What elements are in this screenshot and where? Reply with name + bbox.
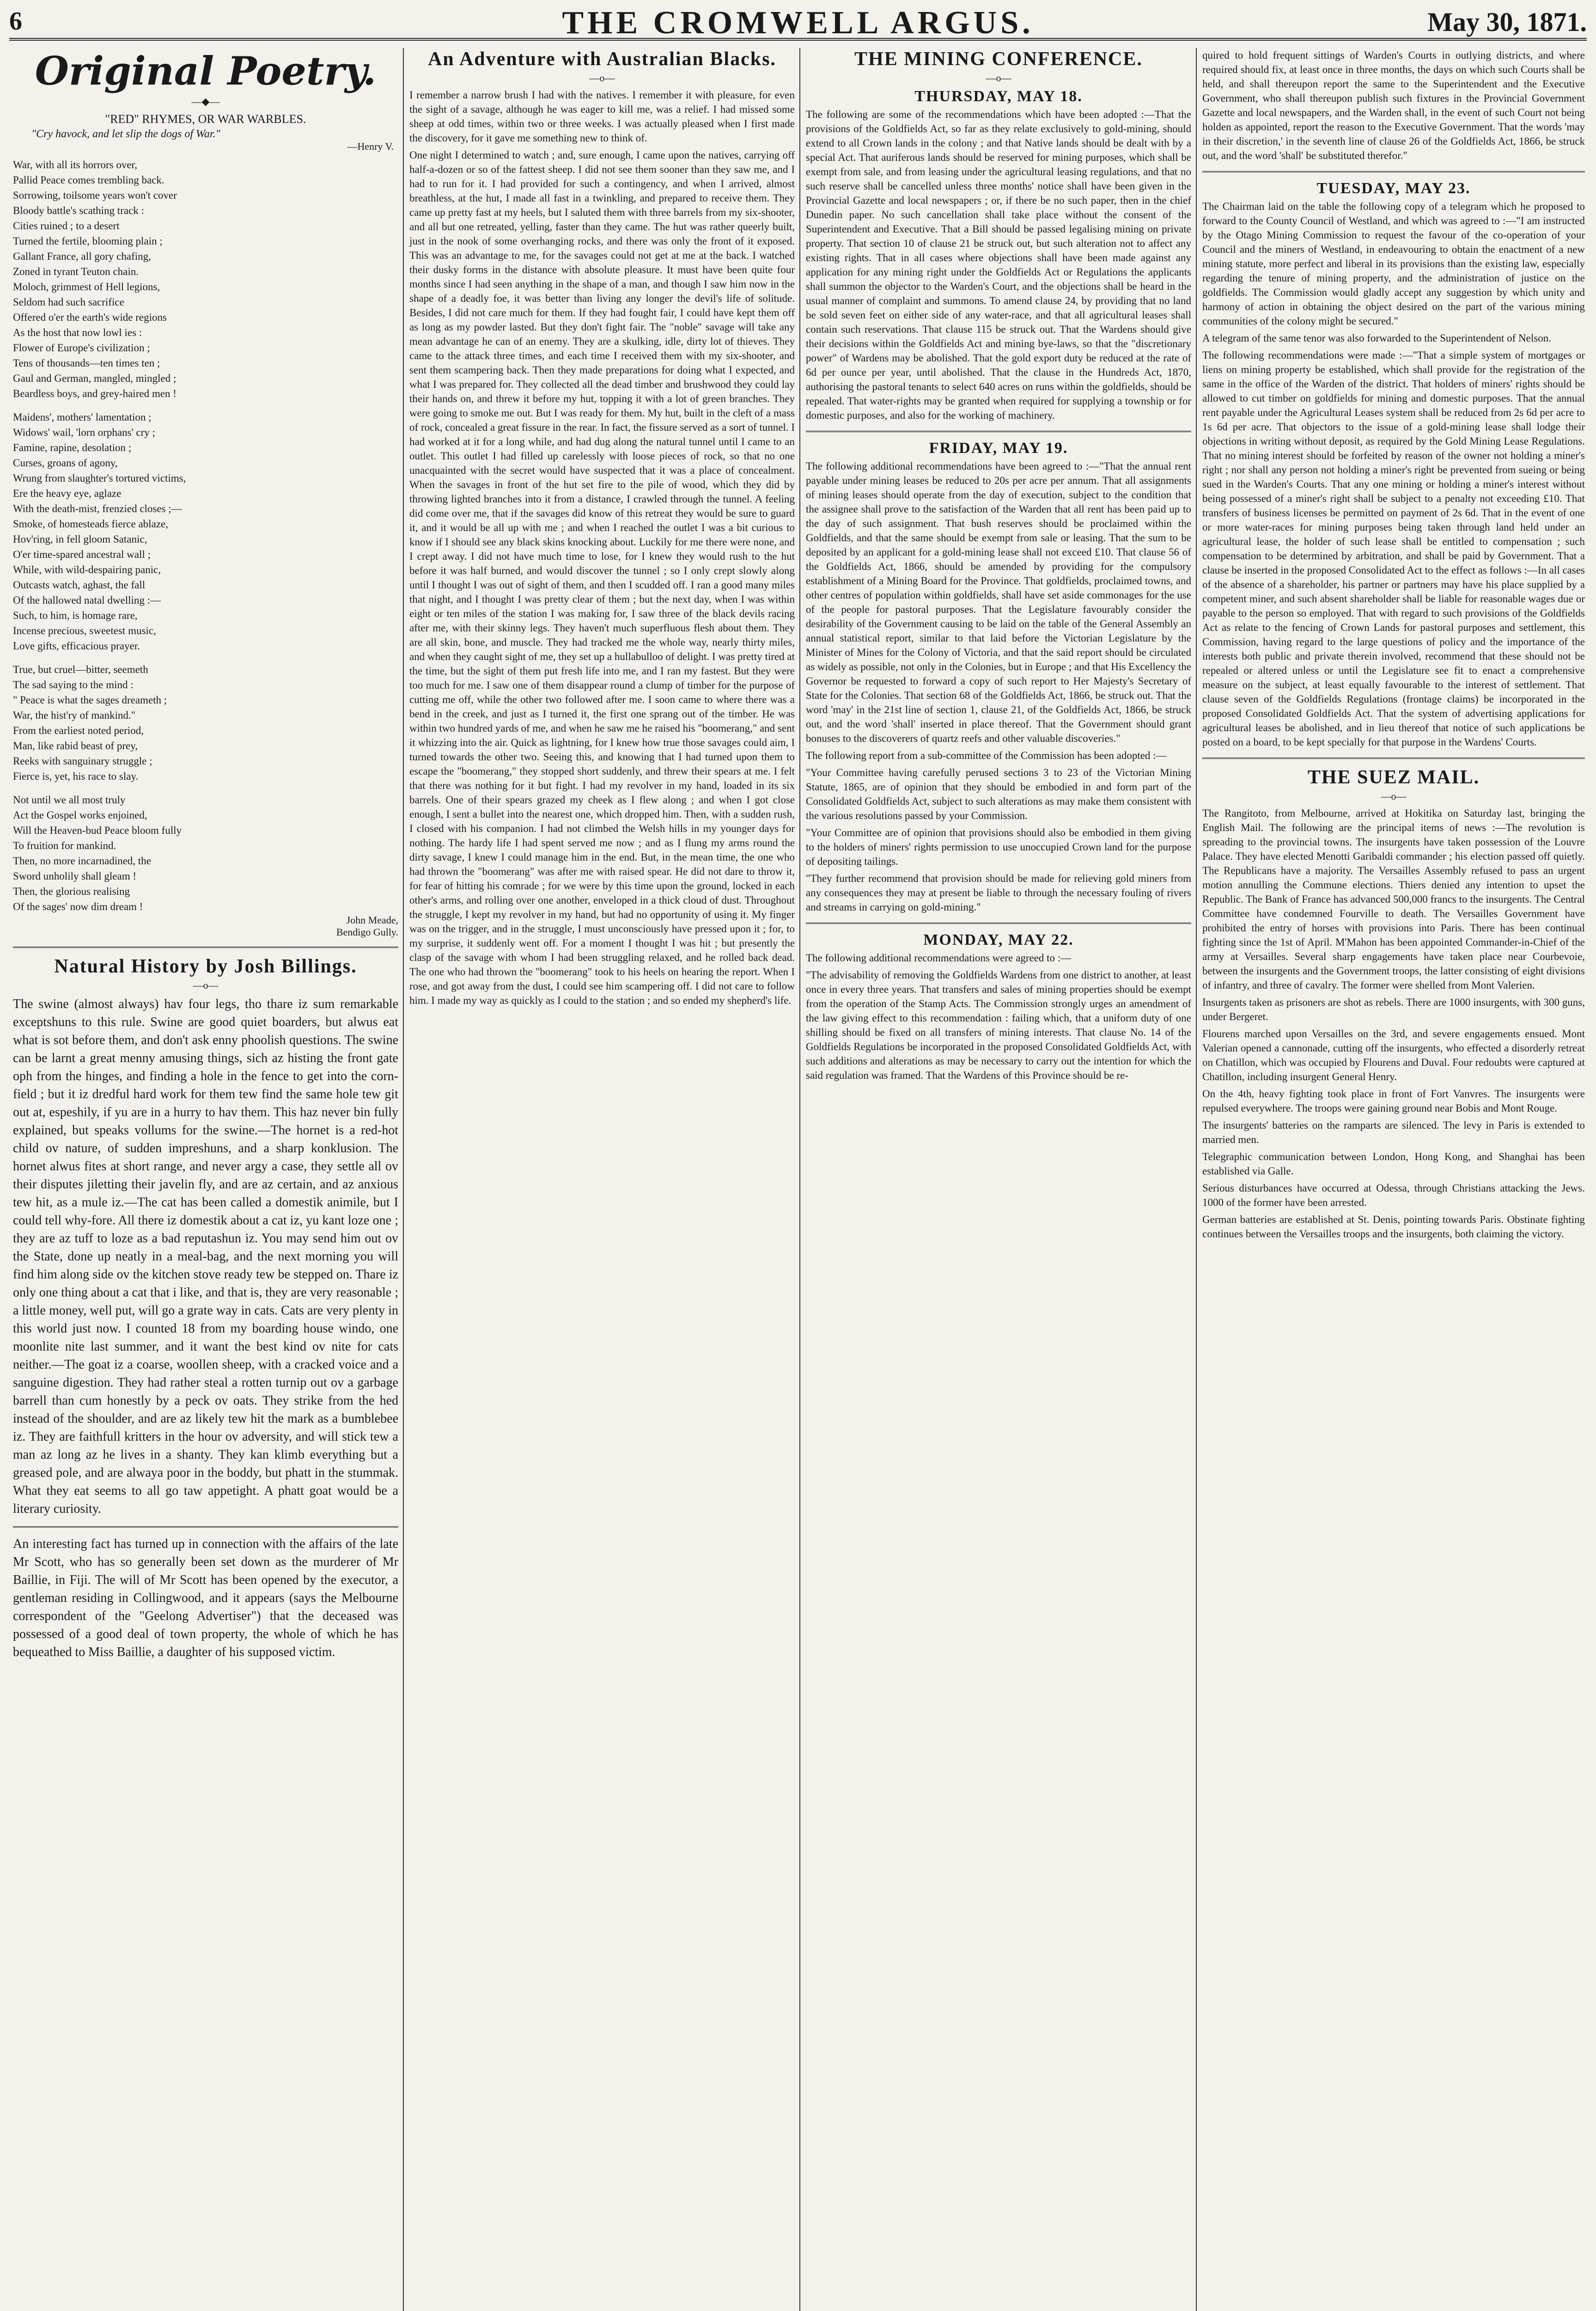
paragraph: The following additional recommendations were agreed to :— <box>806 952 1072 964</box>
paragraph: The following report from a sub-committee of the Commission has been adopted :— <box>806 750 1167 761</box>
ornament: —o— <box>986 72 1011 84</box>
paragraph: "They further recommend that provision should be made for relieving gold miners from any consequences they may at present be liable to through the necessary fouling of rivers and streams in carrying on gold-mining." <box>806 873 1191 913</box>
column-3 <box>803 48 1194 2311</box>
poem-line: Sword unholily shall gleam ! <box>13 870 137 882</box>
adventure-paragraph: I remember a narrow brush I had with the natives. I remember it with pleasure, for even the sight of a savage, although he was eager to kill me, was a relief. I had missed some sheep at odd times, within two or three weeks. I was actually pleased when I first made the discovery, for it gave me something new to think of. <box>409 89 795 144</box>
poem-line: Moloch, grimmest of Hell legions, <box>13 281 160 293</box>
day-article <box>1202 199 1585 749</box>
poem-line: Gaul and German, mangled, mingled ; <box>13 373 177 384</box>
poem-line: Offered o'er the earth's wide regions <box>13 312 167 323</box>
poem-author: John Meade, <box>346 914 398 926</box>
ornament: —o— <box>589 72 615 84</box>
divider <box>13 1526 398 1528</box>
poem-line: Seldom had such sacrifice <box>13 296 124 308</box>
paragraph: The following recommendations were made :—"That a simple system of mortgages or liens on mining property be established, which shall provide for the registration of the same in the office of the Warden of the district. That holders of miners' rights should be allowed to cut timber on goldfields for mining and domestic purposes. That the annual rent payable under the Agricultural Leases system shall be reduced from 2s 6d per acre to 1s 6d per acre. That objectors to the issue of a gold-mining lease shall lodge their objections in writing without deposit, as required by the Gold Mining Lease Regulations. That no mining interest should be forfeited by reason of the owner not holding a miner's right ; nor shall any person not holding a miner's right be prevented from sueing or being sued in the Warden's Courts. That any one mining or holding a miner's interest without being possessed of a miner's right shall be subject to a penalty not exceeding £10. That transfers of business licenses be permitted on payment of 2s 6d. That in the event of one or more water-races for mining purposes being taken through land held under an agricultural lease, the holder of such lease shall be entitled to compensation ; such compensation to be determined by arbitration, and shall be paid by Government. That a clause be inserted in the proposed Consolidated Act to the effect as follows :—In all cases of the absence of a shareholder, his partner or partners may have his place supplied by a competent miner, and such absent shareholder shall be liable for reasonable wages due or payable to the person so employed. That with regard to such provisions of the Goldfields Act as relate to the fencing of Crown Lands for pastoral purposes and settlement, this Commission, having regard to the large questions of policy and the importance of the interests both public and private therein involved, recommend that these should not be repealed or altered unless or until the Legislature see fit to enact a comprehensive measure on the subject, at least equally favourable to the interest of settlement. That clause seven of the Goldfields Regulations (frontage claims) be incorporated in the proposed Consolidated Goldfields Act. That the system of advertising applications for agricultural leases be abolished, and in lieu thereof that notice of such applications be posted on a board, to be kept specially for that purpose in the Wardens' Courts. <box>1202 349 1585 748</box>
day-heading: MONDAY, MAY 22. <box>923 931 1074 948</box>
poem-line: Of the hallowed natal dwelling :— <box>13 594 161 606</box>
paragraph: The following are some of the recommendations which have been adopted :—That the provisions of the Goldfields Act, so far as they relate exclusively to gold-mining, should extend to all Crown lands in the colony ; and that Native lands should be dealt with by a special Act. That auriferous lands should be reserved for mining purposes, which shall be exempt from sale, and from leasing under the agricultural leasing regulations, and that no such reserve shall be cancelled unless three months' notice shall have been given in the Provincial Gazette and local newspapers ; or, if there be no such paper, then in the chief Dunedin paper. No such cancellation shall take place without the consent of the Superintendent and Executive. That a Bill should be passed legalising mining on private property. That section 10 of clause 21 be struck out, but such alteration not to affect any existing rights. That in all cases where objections shall have been made against any application for any mining right under the Goldfields Act or Regulations the applicants shall summon the objector to the Warden's Court, and the objections shall be heard in the usual manner of complaint and summons. To amend clause 24, by providing that no land be sold seven feet on either side of any water-race, and that all agricultural leases shall contain such reservations. That clause 115 be struck out. That the Wardens should give their decisions within the Goldfields Act and mining bye-laws, so that the "discretionary power" of Wardens may be abolished. That the gold export duty be reduced at the rate of 6d per ounce per year, until abolished. That the clause in the Hundreds Act, 1870, authorising the pastoral tenants to select 640 acres on runs within the goldfields, should be repealed. That water-rights may be granted when required for supplying a township or for domestic purposes, and also for the working of machinery. <box>806 109 1191 421</box>
poem-line: Reeks with sanguinary struggle ; <box>13 755 152 767</box>
paragraph: The following additional recommendations have been agreed to :—"That the annual rent payable under mining leases be reduced to 20s per acre per annum. That all assignments of mining leases should operate from the day of execution, subject to the condition that the assignee shall prove to the satisfaction of the Warden that all rent has been paid up to the day of such assignment. That bush reserves should be proclaimed within the Goldfields, and that the same should be exempt from sale or leasing. That the sum to be deposited by an applicant for a gold-mining lease shall not exceed £10. That clause 56 of the Goldfields Act, 1866, should be amended by providing for the compulsory establishment of a Mining Board for the Province. That goldfields, proclaimed towns, and other centres of population within goldfields, shall have set aside commonages for the use of the people for pastoral purposes. That the Legislature favourably consider the desirability of the Government causing to be laid on the table of the General Assembly an annual statistical report, similar to that laid before the Victorian Legislature by the Minister of Mines for the Colony of Victoria, and that the said report should be circulated as widely as possible, not only in the Colonies, but in Europe ; and that His Excellency the Governor be requested to forward a copy of such report to Her Majesty's Secretary of State for the Colonies. That section 68 of the Goldfields Act, 1866, be struck out. That the word 'may' in the 21st line of section 1, clause 21, of the Goldfields Act, 1866, be struck out, and the word 'shall' inserted in place thereof. That the Government should grant bonuses to the discoverers of quartz reefs and other valuable discoveries." <box>806 460 1191 744</box>
poem-body <box>13 157 398 914</box>
poem-line: Wrung from slaughter's tortured victims, <box>13 472 186 484</box>
poem-line: With the death-mist, frenzied closes ;— <box>13 503 182 514</box>
day-heading: FRIDAY, MAY 19. <box>929 440 1068 457</box>
poem-line: Love gifts, efficacious prayer. <box>13 640 140 652</box>
divider <box>806 923 1191 924</box>
poem-line: Of the sages' now dim dream ! <box>13 901 143 912</box>
paragraph: The Chairman laid on the table the following copy of a telegram which he proposed to forward to the County Council of Westland, and which was agreed to :—"I am instructed by the Otago Mining Commission to request the favour of the co-operation of your Council and the miners of Westland, in endeavouring to obtain the enactment of a new mining statute, more perfect and liberal in its provisions than the existing law, especially regarding the tenure of mining property, and the administration of justice on the goldfields. The Commission would gladly accept any suggestion by which unity and harmony of action in obtaining the object desired on the part of the various mining communities of the colony might be secured." <box>1202 201 1585 327</box>
poem-line: Gallant France, all gory chafing, <box>13 251 151 262</box>
continued-article <box>1202 48 1585 163</box>
stanza-break <box>13 401 398 410</box>
poem-line: Cities ruined ; to a desert <box>13 220 120 232</box>
billings-heading: Natural History by Josh Billings. <box>54 956 357 977</box>
poem-line: Act the Gospel works enjoined, <box>13 809 147 821</box>
poem-line: Then, no more incarnadined, the <box>13 855 151 867</box>
day-article <box>806 107 1191 422</box>
poem-line: Widows' wail, 'lorn orphans' cry ; <box>13 427 155 438</box>
poem-line: From the earliest noted period, <box>13 725 144 736</box>
divider <box>1202 758 1585 759</box>
poem-line: Curses, groans of agony, <box>13 457 118 469</box>
poem-line: Sorrowing, toilsome years won't cover <box>13 190 177 201</box>
poem-line: While, with wild-despairing panic, <box>13 564 161 575</box>
poem-line: Tens of thousands—ten times ten ; <box>13 357 160 369</box>
stanza-break <box>13 654 398 662</box>
poem-epigraph: "Cry havock, and let slip the dogs of War." <box>31 128 220 140</box>
ornament: —o— <box>193 979 219 991</box>
poem-line: War, the hist'ry of mankind." <box>13 709 135 721</box>
paragraph: A telegram of the same tenor was also forwarded to the Superintendent of Nelson. <box>1202 332 1551 344</box>
column-1 <box>10 48 401 2311</box>
column-rule <box>1196 48 1197 2311</box>
newspaper-title: THE CROMWELL ARGUS. <box>562 5 1034 41</box>
poem-line: Zoned in tyrant Teuton chain. <box>13 266 139 277</box>
poem-line: Then, the glorious realising <box>13 886 130 897</box>
poem-line: True, but cruel—bitter, seemeth <box>13 664 148 675</box>
paragraph: The Rangitoto, from Melbourne, arrived at Hokitika on Saturday last, bringing the English Mail. The following are the principal items of news :—The revolution is spreading to the provincial towns. The insurgents have taken possession of the Louvre Palace. They have elected Menotti Garibaldi commander ; his election passed off quietly. The Republicans have a majority. The Versailles Assembly refused to pass an urgent motion annulling the Commune elections. Thiers denied any intention to upset the Republic. The Bank of France has advanced 500,000 francs to the insurgents. The Central Committee have condemned Fourville to death. The Versailles Government have prohibited the entry of horses with provisions into Paris. There has been continual fighting since the 1st of April. M'Mahon has been appointed Commander-in-Chief of the army at Versailles. Several sharp engagements have taken place near Courbevoie, between the insurgents and the Government troops, the latter consisting of eight divisions of infantry, and three of cavalry. The former were shelled from Mont Valerien. <box>1202 807 1585 991</box>
poem-line: As the host that now lowl ies : <box>13 327 142 338</box>
ornament: —o— <box>1381 790 1407 802</box>
paragraph: Flourens marched upon Versailles on the 3rd, and severe engagements ensued. Mont Valerian opened a cannonade, cutting off the insurgents, who effected a disorderly retreat on Chatillon, which was occupied by Flourens and Duval. Four redoubts were captured at Chatillon, including insurgent General Henry. <box>1202 1028 1585 1082</box>
day-article <box>806 951 1191 1082</box>
poem-line: O'er time-spared ancestral wall ; <box>13 549 151 560</box>
ornament: —◆— <box>191 96 220 107</box>
poem-line: Not until we all most truly <box>13 794 126 806</box>
day-heading: THURSDAY, MAY 18. <box>914 88 1083 105</box>
poem-line: Incense precious, sweetest music, <box>13 625 156 636</box>
poem-author-place: Bendigo Gully. <box>336 926 398 938</box>
column-4 <box>1200 48 1588 2311</box>
page-number: 6 <box>9 7 22 36</box>
poem-line: Will the Heaven-bud Peace bloom fully <box>13 825 182 836</box>
divider <box>806 431 1191 432</box>
paragraph: The insurgents' batteries on the ramparts are silenced. The levy in Paris is extended to married men. <box>1202 1119 1585 1145</box>
poem-line: Outcasts watch, aghast, the fall <box>13 579 146 591</box>
column-rule <box>403 48 404 2311</box>
poem-line: Such, to him, is homage rare, <box>13 610 138 621</box>
paragraph: Telegraphic communication between London, Hong Kong, and Shanghai has been established via Galle. <box>1202 1151 1585 1177</box>
poetry-heading: Original Poetry. <box>35 48 377 94</box>
adventure-heading: An Adventure with Australian Blacks. <box>428 49 776 70</box>
adventure-paragraph: One night I determined to watch ; and, sure enough, I came upon the natives, carrying off half-a-dozen or so of the fattest sheep. I did not see them sooner than they saw me, and I had to run for it. I had provided for such a contingency, and when I arrived, almost breathless, at the hut, I made all fast in a twinkling, and prepared to receive them. They came up pretty fast at my heels, but I saluted them with three barrels from my six-shooter, and all but one retreated, yelling, faster than they came. The hut was rather queerly built, just in the nook of some overhanging rocks, and there was only the front of it exposed. This was an advantage to me, for the savages could not get at me at the back. I watched their dusky forms in the distance with absolute pleasure. It must have been quite four months since I had seen anything in the shape of a man, and though I saw him now in the shape of a deadly foe, it was better than living any longer the devil's life of solitude. Besides, I did not care much for them. If they had fought fair, I could have kept them off as long as my powder lasted. But they don't fight fair. The "noble" savage will take any mean advantage he can of an enemy. They are a skulking, idle, dirty lot of thieves. They came to the attack three times, and each time I received them with my six-shooter, and sent them scampering back. Then they made preparations for doing what I expected, and what I was prepared for. They collected all the dead timber and brushwood they could lay their hands on, and threw it before my hut, topping it with a lot of green branches. They were going to smoke me out. But I was ready for them. My hut, built in the cleft of a mass of rock, concealed a great fissure in the rear. In fact, the fissure served as a sort of tunnel. I had worked at it for a long while, and had dug along the natural tunnel until I came to an outlet. This outlet I had filled up carelessly with loose pieces of rock, so that no one unacquainted with the secret would have suspected that it was a place of concealment. When the savages in front of the hut set fire to the pile of wood, which they did by throwing lighted branches into it from a distance, I crawled through the tunnel. A feeling did come over me, that if the savages did know of this retreat they would be sure to guard it, and it would be all up with me ; and when I reached the outlet I was a bit curious to know if I should see any black skins knocking about. Luckily for me there were none, and I crept away. I did not have much time to lose, for I knew they would rush to the hut before it was half burned, and would discover the tunnel ; so I only crept slowly along until I thought I was out of sight of them, and then I scudded off. I ran a good many miles that night, and I thought I was pretty clear of them ; but the next day, when I was within eight or ten miles of the station I was making for, I saw three of the black devils racing after me, with their skinny legs. They haven't much superfluous flesh about them. They are all skin, bone, and muscle. They had tracked me the whole way, nearly thirty miles, and when they caught sight of me, they set up a hullabulloo of delight. I was pretty tired at the time, but the sight of them put fresh life into me, and I ran my fastest. But they were too much for me. I saw one of them disappear round a clump of timber for the purpose of cutting me off, while the other two followed after me. I soon came to where there was a bend in the creek, and just as I turned it, the first one sprang out of the timber. He was within two hundred yards of me, and when he saw me he raised his "boomerang," and sent it whizzing into the air. Quick as lightning, for I knew how true those savages could aim, I turned towards the other two. Seeing this, and knowing that I had turned upon them to escape the "boomerang," they stopped short suddenly, and threw their spears at me. I felt that there was nothing for it but fight. I had my revolver in my hand, loaded in its six barrels. One of their spears grazed my cheek as I flew along ; and when I got close enough, I sent a bullet into the nearest one, which dropped him. Then, with a sudden rush, I closed with his companion. I had not climbed the Welsh hills in my younger days for nothing. The hardy life I had spent served me now ; and as I flung my arms round the dirty savage, I knew I could manage him in the end. But, in the mean time, the one who had thrown the "boomerang" was after me with raised spear. He did not dare to throw it, for fear of hitting his comrade ; for we were by this time upon the ground, locked in each other's arms, and rolling over one another, enveloped in a thick cloud of dust. Throughout the struggle, I kept my revolver in my hand, but had no opportunity of using it. My finger was on the trigger, and in the struggle, I must unconsciously have pressed upon it ; for, to my surprise, it suddenly went off. For a moment I thought I was hit ; but presently the clasp of the savage with whom I had been struggling relaxed, and he rolled back dead. The one who had thrown the "boomerang" took to his heels on hearing the report. When I rose, and got away from the dust, I could see him scampering off. I did not care to follow him. I made my way as quickly as I could to the station ; and so ended my shepherd's life. <box>409 149 795 1006</box>
poem-line: Turned the fertile, blooming plain ; <box>13 235 163 247</box>
poem-line: Ere the heavy eye, aglaze <box>13 488 122 499</box>
suez-mail-article <box>1202 806 1585 1241</box>
paragraph: On the 4th, heavy fighting took place in front of Fort Vanvres. The insurgents were repulsed everywhere. The troops were gaining ground near Bobis and Mont Rouge. <box>1202 1088 1585 1114</box>
divider <box>1202 171 1585 172</box>
poem-line: Famine, rapine, desolation ; <box>13 442 132 453</box>
paragraph: German batteries are established at St. Denis, pointing towards Paris. Obstinate fighting continues between the Versailles troops and the insurgents, both claiming the victory. <box>1202 1214 1585 1240</box>
poem-line: Flower of Europe's civilization ; <box>13 342 150 354</box>
scott-article: An interesting fact has turned up in connection with the affairs of the late Mr Scott, who has so generally been set down as the murderer of Mr Baillie, in Fiji. The will of Mr Scott has been opened by the executor, a gentleman residing in Collingwood, and it appears (says the Melbourne correspondent of the "Geelong Advertiser") that the deceased was possessed of a good deal of town property, the whole of which he has bequeathed to Miss Baillie, a daughter of his supposed victim. <box>13 1537 398 1659</box>
paragraph: "Your Committee are of opinion that provisions should also be embodied in them giving to the holders of miners' rights permission to use unoccupied Crown land for the purpose of depositing tailings. <box>806 827 1191 867</box>
suez-mail-heading: THE SUEZ MAIL. <box>1307 767 1480 788</box>
poem-line: The sad saying to the mind : <box>13 679 134 691</box>
day-article <box>806 459 1191 914</box>
paragraph: Insurgents taken as prisoners are shot as rebels. There are 1000 insurgents, with 300 guns, under Bergeret. <box>1202 997 1585 1022</box>
issue-date: May 30, 1871. <box>1427 7 1587 37</box>
mining-conference-heading: THE MINING CONFERENCE. <box>854 49 1143 70</box>
divider <box>13 947 398 948</box>
paragraph: quired to hold frequent sittings of Warden's Courts in outlying districts, and where required should fix, at least once in three months, the days on which such Courts shall be held, and shall thereupon report the same to the Superintendent and the Executive Government, who shall thereupon publish such fixtures in the Provincial Government Gazette and local newspapers, and the Warden shall, in the event of such Court not being holden as appointed, report the reason to the Executive Government. That the words 'may in their discretion,' in the seventh line of clause 26 of the Goldfields Act, 1866, be struck out, and the word 'shall' be substituted therefor." <box>1202 49 1585 161</box>
poem-line: Hov'ring, in fell gloom Satanic, <box>13 533 147 545</box>
day-heading: TUESDAY, MAY 23. <box>1316 180 1471 197</box>
poem-line: Pallid Peace comes trembling back. <box>13 174 164 186</box>
poem-line: War, with all its horrors over, <box>13 159 138 171</box>
poem-line: " Peace is what the sages dreameth ; <box>13 694 167 706</box>
poem-line: Fierce is, yet, his race to slay. <box>13 770 139 782</box>
paragraph: "Your Committee having carefully perused sections 3 to 23 of the Victorian Mining Statute, 1865, are of opinion that they should be embodied in and form part of the Consolidated Goldfields Act, subject to such alterations as may make them consistent with the various resolutions passed by your Commission. <box>806 767 1191 821</box>
poem-line: Beardless boys, and grey-haired men ! <box>13 388 177 399</box>
poem-line: Man, like rabid beast of prey, <box>13 740 138 752</box>
poem-title: "RED" RHYMES, OR WAR WARBLES. <box>105 112 306 126</box>
stanza-break <box>13 784 398 792</box>
poem-line: Maidens', mothers' lamentation ; <box>13 411 152 423</box>
column-2 <box>407 48 798 2311</box>
poem-line: Bloody battle's scathing track : <box>13 205 144 216</box>
epigraph-attribution: —Henry V. <box>347 141 394 152</box>
masthead <box>9 5 1587 41</box>
billings-article: The swine (almost always) hav four legs, tho thare iz sum remarkable exceptshuns to this rule. Swine are good quiet boarders, but alwus eat what is sot before them, and don't ask enny phoolish questions. The swine can be larnt a great menny amusing things, sich az histing the front gate oph from the hinges, and finding a hole in the fence to get into the corn-field ; but it iz dredful hard work for them tew find the same hole tew git out at, espeshily, if yu are in a hurry to hav them. This haz never bin fully explained, but speaks vollums for the swine.—The hornet is a red-hot child ov nature, of sudden impreshuns, and a sharp konklusion. The hornet alwus fites at short range, and never argy a case, they settle all ov their disputes jiletting their javelin fly, and are az certain, and az anxious tew hit, as a mule iz.—The cat has been called a domestik animile, but I could tell why-fore. All there iz domestik about a cat iz, yu kant loze one ; they are az tuff to loze as a bad reputashun iz. You may send him out ov the State, done up neatly in a meal-bag, and the next morning you will find him along side ov the kitchen stove ready tew be stepped on. Thare iz only one thing about a cat that i like, and that is, they are very reasonable ; a little money, well put, will go a grate way in cats. Cats are very plenty in this world just now. I counted 18 from my boarding house windo, one moonlite nite last summer, and it want the best kind ov nite for cats neither.—The goat iz a coarse, woollen sheep, with a cracked voice and a sanguine digestion. They had rather steal a rotten turnip out ov a garbage barrell than cum honestly by a peck ov oats. They strike from the hed instead of the shoulder, and are az likely tew hit the mark as a bumblebee iz. They are faithfull kritters in the hour ov adversity, and will stick tew a man az long az he lives in a shanty. They kan klimb everything but a greased pole, and are alwaya poor in the boddy, but phatt in the stummak. What they eat seems to all go taw appetight. A phatt goat would be a literary curiosity. <box>13 997 398 1516</box>
paragraph: "The advisability of removing the Goldfields Wardens from one district to another, at least once in every three years. That transfers and sales of mining properties should be exempt from the operation of the Stamp Acts. The Commission strongly urges an amendment of the law giving effect to this recommendation : failing which, that a uniform duty of one shilling should be fixed on all transfers of mining interests. That clause No. 14 of the Goldfields Regulations be incorporated in the proposed Consolidated Goldfields Act, with such additions and alterations as may be necessary to carry out the intention for which the said regulation was framed. That the Wardens of this Province should be re- <box>806 969 1191 1081</box>
poem-line: Smoke, of homesteads fierce ablaze, <box>13 518 168 530</box>
paragraph: Serious disturbances have occurred at Odessa, through Christians attacking the Jews. 1000 of the former have been arrested. <box>1202 1182 1585 1208</box>
poem-line: To fruition for mankind. <box>13 840 116 851</box>
column-rule <box>799 48 800 2311</box>
